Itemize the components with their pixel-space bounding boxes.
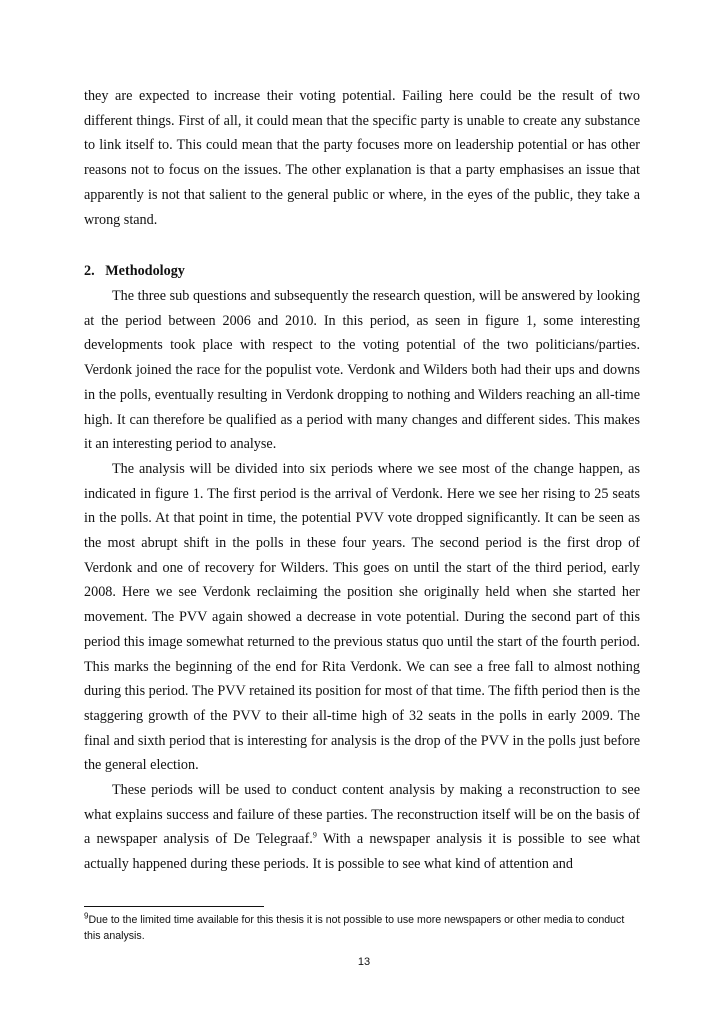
continuation-paragraph: they are expected to increase their voting potential. Failing here could be the result of two different things. First of all, it could mean that the specific party is unable to create any substance to link itself to. This could mean that the party focuses more on leadership potential or has other reasons not to focus on the issues. The other explanation is that a party emphasises an issue that apparently is not that salient to the general public or where, in the eyes of the public, they take a wrong stand. — [84, 88, 640, 228]
footnote-text: Due to the limited time available for this thesis it is not possible to use more newspapers or other media to conduct this analysis. — [84, 914, 625, 942]
methodology-paragraph-2: The analysis will be divided into six periods where we see most of the change happen, as indicated in figure 1. The first period is the arrival of Verdonk. Here we see her rising to 25 seats in the polls. At that point in time, the potential PVV vote dropped significantly. It can be seen as the most abrupt shift in the polls in these four years. The second period is the first drop of Verdonk and one of recovery for Wilders. This goes on until the start of the third period, early 2008. Here we see Verdonk reclaiming the position she originally held when she started her movement. The PVV again showed a decrease in vote potential. During the second part of this period this image somewhat returned to the previous status quo until the start of the fourth period. This marks the beginning of the end for Rita Verdonk. We can see a free fall to almost nothing during this period. The PVV retained its position for most of that time. The fifth period then is the staggering growth of the PVV to their all-time high of 32 seats in the polls in early 2009. The final and sixth period that is interesting for analysis is the drop of the PVV in the polls just before the general election. — [84, 460, 640, 774]
continuation-paragraph-block — [84, 84, 640, 232]
footnote — [84, 912, 640, 944]
methodology-paragraph-1: The three sub questions and subsequently the research question, will be answered by looking at the period between 2006 and 2010. In this period, as seen in figure 1, some interesting developments took place with respect to the voting potential of the two politicians/parties. Verdonk joined the race for the populist vote. Verdonk and Wilders both had their ups and downs in the polls, eventually resulting in Verdonk dropping to nothing and Wilders reaching an all-time high. It can therefore be qualified as a period with many changes and different sides. This makes it an interesting period to analyse. — [84, 288, 640, 453]
paragraph-3-text-end: With a newspaper analysis it is possible to see what actually happened during these periods. It is possible to see what kind of attention and — [84, 831, 641, 873]
page-number: 13 — [357, 956, 371, 968]
section-title: Methodology — [105, 263, 185, 279]
paragraph-3-text-start: These periods will be used to conduct content analysis by making a reconstruction to see what explains success and failure of these parties. The reconstruction itself will be on the basis of a newspaper analysis of De Telegraaf. — [84, 782, 640, 848]
section-heading — [84, 259, 185, 284]
footnote-separator — [84, 906, 264, 907]
section-number: 2. — [84, 263, 95, 279]
body-text-block — [84, 284, 640, 877]
footnote-marker: 9 — [84, 911, 89, 921]
footnote-reference[interactable]: 9 — [312, 830, 317, 840]
methodology-paragraph-3 — [84, 778, 640, 877]
